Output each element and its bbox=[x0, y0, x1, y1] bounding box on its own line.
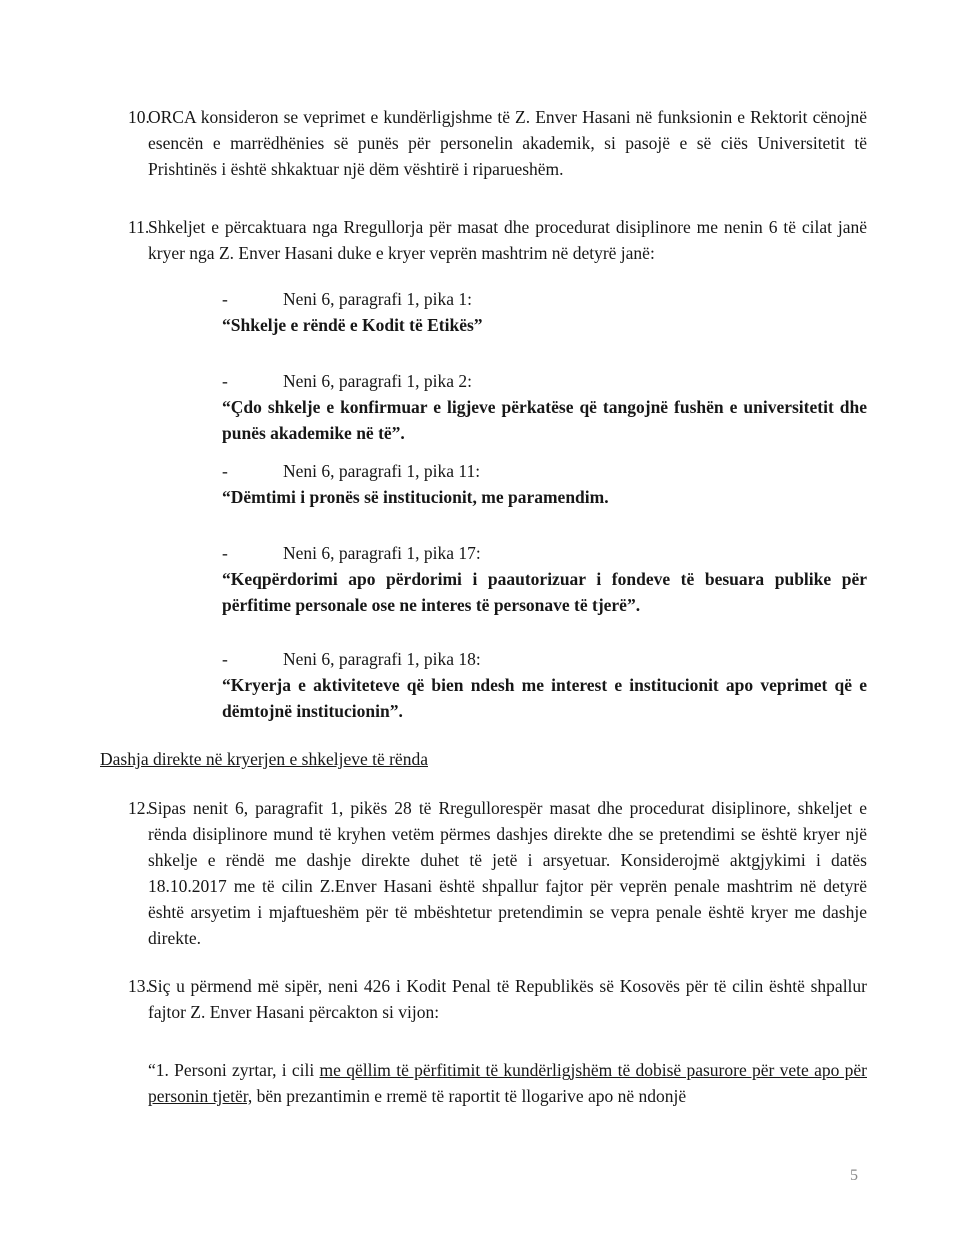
list-item-label-row bbox=[222, 458, 867, 484]
paragraph-number: 11. bbox=[128, 217, 150, 237]
dash-bullet: - bbox=[222, 461, 228, 481]
paragraph-number: 13. bbox=[128, 976, 150, 996]
paragraph-11 bbox=[100, 214, 867, 266]
list-item bbox=[222, 368, 867, 446]
paragraph-13 bbox=[100, 973, 867, 1025]
violations-list bbox=[222, 286, 867, 724]
list-item-label: Neni 6, paragrafi 1, pika 2: bbox=[283, 371, 473, 391]
list-item bbox=[222, 540, 867, 618]
list-item-label: Neni 6, paragrafi 1, pika 11: bbox=[283, 461, 481, 481]
dash-bullet: - bbox=[222, 289, 228, 309]
dash-bullet: - bbox=[222, 371, 228, 391]
legal-quote-post: bën prezantimin e rremë të raportit të llogarive apo në ndonjë bbox=[252, 1086, 687, 1106]
list-item bbox=[222, 286, 867, 338]
list-item-quote: “Kryerja e aktiviteteve që bien ndesh me interest e institucionit apo veprimet që e dëmtojnë institucionin”. bbox=[222, 675, 867, 721]
paragraph-text: Siç u përmend më sipër, neni 426 i Kodit Penal të Republikës së Kosovës për të cilin është shpallur fajtor Z. Enver Hasani përcakton si vijon: bbox=[148, 976, 867, 1022]
list-item-label-row bbox=[222, 368, 867, 394]
paragraph-text: ORCA konsideron se veprimet e kundërligjshme të Z. Enver Hasani në funksionin e Rektorit cënojnë esencën e marrëdhënies së punës për personelin akademik, si pasojë e së ciës Universitetit të Prishtinës i është shkaktuar një dëm vështirë i riparueshëm. bbox=[148, 107, 867, 179]
dash-bullet: - bbox=[222, 649, 228, 669]
list-item-label: Neni 6, paragrafi 1, pika 18: bbox=[283, 649, 481, 669]
list-item bbox=[222, 458, 867, 510]
list-item-label: Neni 6, paragrafi 1, pika 1: bbox=[283, 289, 473, 309]
paragraph-number: 10. bbox=[128, 107, 150, 127]
list-item-quote: “Keqpërdorimi apo përdorimi i paautorizuar i fondeve të besuara publike për përfitime personale ose ne interes të personave të tjerë”. bbox=[222, 569, 867, 615]
list-item-quote: “Çdo shkelje e konfirmuar e ligjeve përkatëse që tangojnë fushën e universitetit dhe punës akademike në të”. bbox=[222, 397, 867, 443]
list-item-label-row bbox=[222, 286, 867, 312]
paragraph-text: Shkeljet e përcaktuara nga Rregullorja për masat dhe procedurat disiplinore me nenin 6 të cilat janë kryer nga Z. Enver Hasani duke e kryer veprën mashtrim në detyrë janë: bbox=[148, 217, 867, 263]
section-heading: Dashja direkte në kryerjen e shkeljeve të rënda bbox=[100, 749, 428, 769]
legal-quote-underlined: me qëllim të përfitimit të kundërligjshëm të dobisë pasurore për vete apo për personin tjetër, bbox=[148, 1060, 867, 1106]
list-item-quote: “Dëmtimi i pronës së institucionit, me paramendim. bbox=[222, 487, 609, 507]
page-number: 5 bbox=[850, 1167, 858, 1184]
legal-quote bbox=[148, 1057, 867, 1109]
paragraph-12 bbox=[100, 795, 867, 951]
dash-bullet: - bbox=[222, 543, 228, 563]
list-item-label: Neni 6, paragrafi 1, pika 17: bbox=[283, 543, 481, 563]
list-item-label-row bbox=[222, 540, 867, 566]
list-item-label-row bbox=[222, 646, 867, 672]
list-item-quote: “Shkelje e rëndë e Kodit të Etikës” bbox=[222, 315, 483, 335]
legal-quote-pre: “1. Personi zyrtar, i cili bbox=[148, 1060, 320, 1080]
paragraph-10 bbox=[100, 104, 867, 182]
paragraph-text: Sipas nenit 6, paragrafit 1, pikës 28 të Rregullorespër masat dhe procedurat disiplinore, shkeljet e rënda disiplinore mund të kryhen vetëm përmes dashjes direkte dhe se pretendimi se është kryer një shkelje e rëndë me dashje direkte duhet të jetë i arsyetuar. Konsiderojmë aktgjykimi i datës 18.10.2017 me të cilin Z.Enver Hasani është shpallur fajtor për veprën penale mashtrim në detyrë është arsyetim i mjaftueshëm për të mbështetur pretendimin se vepra penale është kryer me dashje direkte. bbox=[148, 798, 867, 948]
paragraph-number: 12. bbox=[128, 798, 150, 818]
list-item bbox=[222, 646, 867, 724]
